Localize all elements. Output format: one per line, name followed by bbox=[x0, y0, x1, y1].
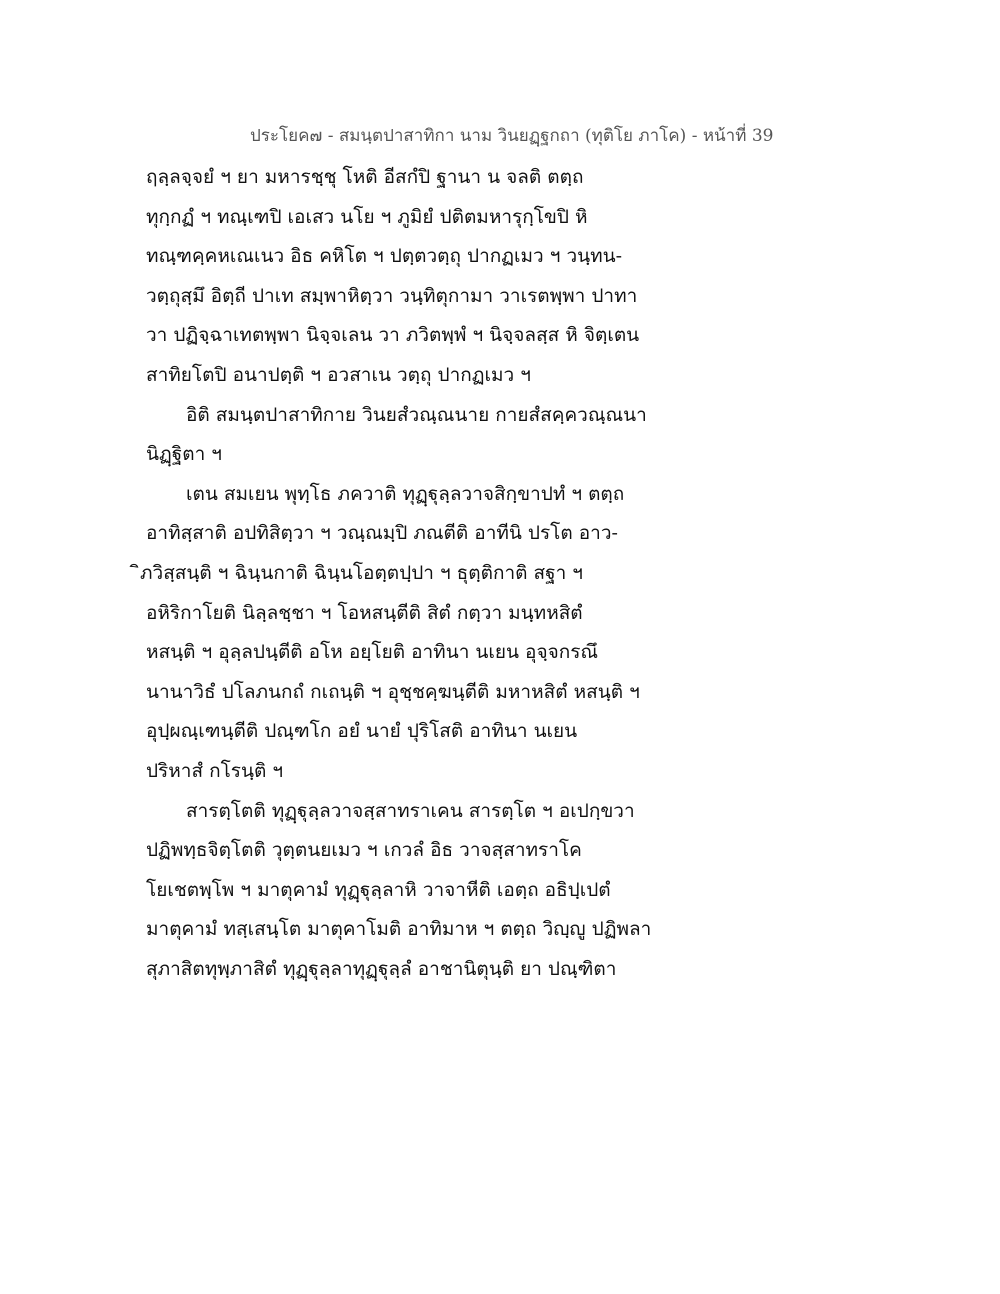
text-line: วา ปฏิจฺฉาเทตพฺพา นิจฺจเลน วา ภวิตพฺพํ ฯ นิจฺจลสฺส หิ จิตฺเตน bbox=[146, 324, 640, 347]
text-line: ิภวิสฺสนฺติ ฯ ฉินฺนกาติ ฉินฺนโอตฺตปฺปา ฯ ธุตฺติกาติ สฐา ฯ bbox=[140, 561, 583, 584]
body-text bbox=[140, 158, 686, 989]
text-line: นานาวิธํ ปโลภนกถํ กเถนฺติ ฯ อุชฺชคฺฆนฺตีติ มหาหสิตํ หสนฺติ ฯ bbox=[146, 680, 640, 703]
running-header: ประโยค๗ - สมนฺตปาสาทิกา นาม วินยฏฺฐกถา (ทุติโย ภาโค) - หน้าที่ 39 bbox=[250, 126, 774, 146]
text-line: สารตฺโตติ ทุฏฺฐุลฺลวาจสฺสาทราเคน สารตฺโต ฯ อเปกฺขวา bbox=[186, 799, 635, 822]
text-line: มาตุคามํ ทสฺเสนฺโต มาตุคาโมติ อาทิมาห ฯ ตตฺถ วิญฺญู ปฏิพลา bbox=[146, 918, 652, 941]
text-line: อหิริกาโยติ นิลฺลชฺชา ฯ โอหสนฺตีติ สิตํ กตฺวา มนฺทหสิตํ bbox=[146, 601, 583, 624]
text-line: สุภาสิตทุพฺภาสิตํ ทุฏฺฐุลฺลาทุฏฺฐุลฺลํ อาชานิตุนฺติ ยา ปณฺฑิตา bbox=[146, 957, 617, 980]
text-line: ทุกฺกฏํ ฯ ทณฺเฑปิ เอเสว นโย ฯ ภูมิยํ ปติตมหารุกฺโขปิ หิ bbox=[146, 205, 588, 228]
text-line: นิฏฺฐิตา ฯ bbox=[146, 443, 222, 466]
text-line: เตน สมเยน พุทฺโธ ภควาติ ทุฏฺฐุลฺลวาจสิกฺขาปทํ ฯ ตตฺถ bbox=[186, 482, 625, 505]
text-line: โยเชตพฺโพ ฯ มาตุคามํ ทุฏฺฐุลฺลาหิ วาจาหีติ เอตฺถ อธิปฺเปตํ bbox=[146, 878, 611, 901]
text-line: สาทิยโตปิ อนาปตฺติ ฯ อวสาเน วตฺถุ ปากฏเมว ฯ bbox=[146, 363, 531, 386]
text-line: หสนฺติ ฯ อุลฺลปนฺตีติ อโห อยฺโยติ อาทินา นเยน อุจฺจกรณึ bbox=[146, 641, 599, 664]
text-line: อาทิสฺสาติ อปทิสิตฺวา ฯ วณฺณมฺปิ ภณตีติ อาทีนิ ปรโต อาว- bbox=[146, 522, 618, 545]
text-line: ฤลฺลจฺจยํ ฯ ยา มหารชฺชุ โหติ อีสกํปิ ฐานา น จลติ ตตฺถ bbox=[146, 166, 584, 188]
text-line: ทณฺฑคฺคหเณเนว อิธ คหิโต ฯ ปตฺตวตฺถุ ปากฏเมว ฯ วนฺทน- bbox=[146, 245, 623, 268]
text-line: ปฏิพทฺธจิตฺโตติ วุตฺตนยเมว ฯ เกวลํ อิธ วาจสฺสาทราโค bbox=[146, 839, 582, 862]
text-line: อุปฺผณฺเฑนฺตีติ ปณฺฑโก อยํ นายํ ปุริโสติ อาทินา นเยน bbox=[146, 720, 578, 743]
text-line: วตฺถุสฺมึ อิตฺถี ปาเท สมฺพาหิตฺวา วนฺทิตุกามา วาเรตพฺพา ปาทา bbox=[146, 284, 638, 307]
text-line: อิติ สมนฺตปาสาทิกาย วินยสํวณฺณนาย กายสํสคฺควณฺณนา bbox=[186, 403, 647, 426]
text-line: ปริหาสํ กโรนฺติ ฯ bbox=[146, 759, 284, 782]
